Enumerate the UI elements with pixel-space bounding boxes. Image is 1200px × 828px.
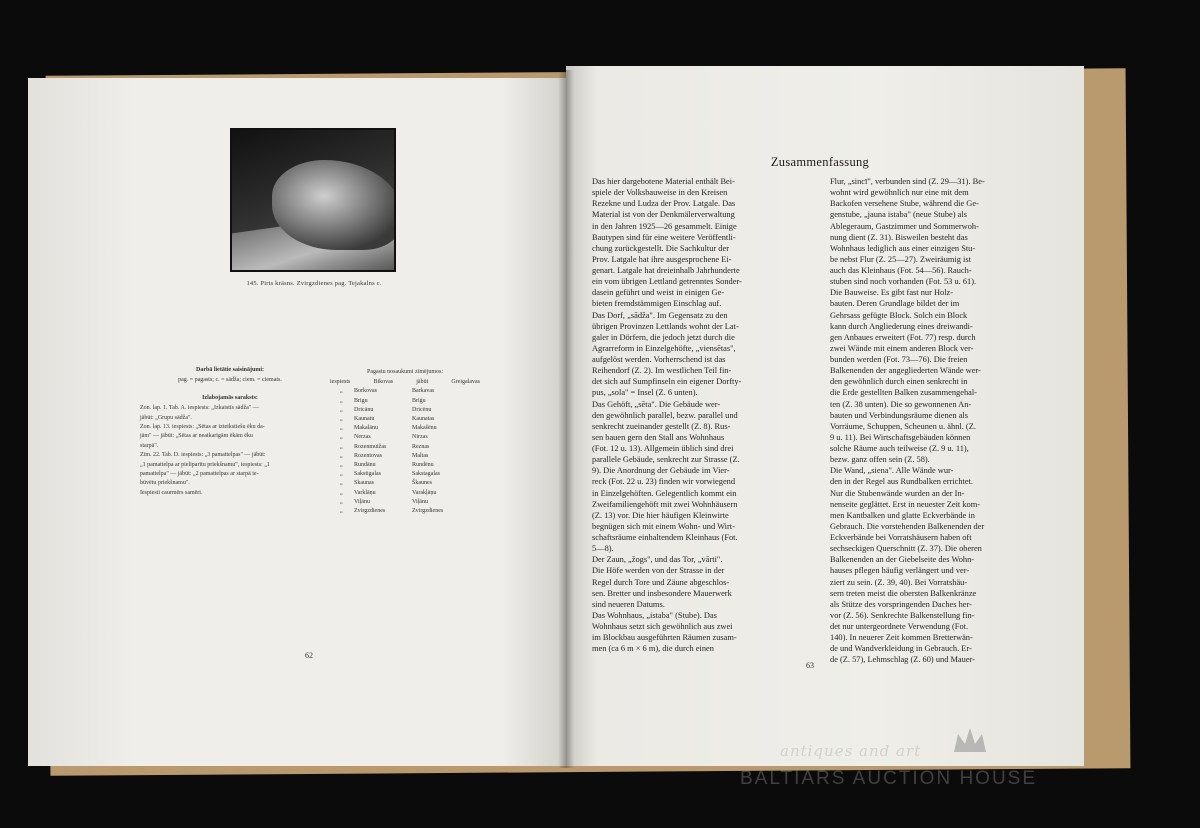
place-name-row	[330, 507, 480, 516]
text-line: parallele Gebäude, senkrecht zur Strasse (Z.	[592, 455, 740, 465]
correct-name: Viļānu	[412, 498, 428, 505]
ditto-mark: „	[340, 443, 343, 450]
text-line: Agrarreform in Einzelgehöfte, „viensētas",	[592, 343, 736, 353]
text-line: Das Dorf, „sādža". Im Gegensatz zu den	[592, 310, 728, 320]
text-line: im Blockbau ausgeführten Räumen zusam-	[592, 633, 737, 643]
ditto-mark: „	[340, 452, 343, 459]
text-line: Der Zaun, „žogs", und das Tor, „vārti".	[592, 555, 723, 565]
text-line: bauten und Verbindungsräume dienen als	[830, 410, 968, 420]
text-line: in Einzelgehöften. Gelegentlich kommt ein	[592, 488, 737, 498]
crown-icon	[952, 726, 988, 756]
text-line: vor (Z. 56). Senkrechte Balkenstellung fin-	[830, 610, 975, 620]
photo-caption: 145. Pirts krāsns. Zvirgzdienes pag. Tejakalns c.	[246, 280, 382, 287]
text-line: det nur untergeordnete Verwendung (Fot.	[830, 622, 969, 631]
text-line: (Fot. 12 u. 13). Allgemein üblich sind drei	[592, 444, 734, 453]
col-a: iespiests	[330, 379, 351, 386]
printed-name: Viļānu	[354, 498, 370, 505]
book-gutter	[558, 70, 574, 768]
text-line: Backofen versehene Stube, während die Ge-	[830, 199, 979, 209]
printed-name: Rozenmuižas	[354, 443, 387, 450]
col-b: Bikovas	[373, 379, 394, 386]
text-line: ten (Z. 38 unten). Die so gewonnenen An-	[830, 399, 972, 409]
text-line: stuben sind noch vorhanden (Fot. 53 u. 61).	[830, 277, 977, 287]
text-line: Material ist von der Denkmälerverwaltung	[592, 210, 735, 220]
errata-line: jābūt: „Grupu sādža".	[140, 414, 192, 421]
page-number-left: 62	[305, 651, 313, 660]
page-number-right: 63	[806, 661, 814, 670]
text-line: Bautypen sind für eine weitere Veröffentli-	[592, 232, 736, 242]
text-line: ziert zu sein. (Z. 39, 40). Bei Vorratshäu-	[830, 577, 968, 587]
correct-name: Nirzas	[412, 434, 428, 441]
text-line: kann durch Angliederung eines dreiwandi-	[830, 321, 973, 331]
correct-name: Makašēnu	[412, 425, 437, 432]
text-line: Regel durch Tore und Zäune abgeschlos-	[592, 577, 730, 587]
text-line: den gewöhnlich parallel, bezw. parallel und	[592, 410, 738, 420]
printed-name: Dricānu	[354, 406, 374, 413]
text-line: als Stütze des vorspringenden Daches her-	[830, 599, 972, 609]
place-name-row	[330, 498, 480, 507]
text-line: Eckverbände bei Vorratshäusern haben oft	[830, 533, 972, 542]
watermark-line2: BALTIARS AUCTION HOUSE	[740, 768, 1038, 789]
correct-name: Sakstagalas	[412, 471, 440, 478]
text-line: nung dient (Z. 31). Bisweilen besteht das	[830, 232, 968, 242]
correct-name: Dricēnu	[412, 406, 432, 413]
printed-name: Borkovas	[354, 388, 377, 395]
text-line: be nebst Flur (Z. 25—27). Zweiräumig ist	[830, 254, 971, 264]
place-names-title: Pagastu nosaukumi zīmējumos:	[367, 369, 443, 375]
text-line: dasein geführt und weist in einigen Ge-	[592, 288, 725, 298]
text-line: auch das Kleinhaus (Fot. 54—56). Rauch-	[830, 266, 972, 275]
text-line: reck (Fot. 22 u. 23) finden wir vorwiegend	[592, 477, 736, 487]
errata-line: būvētu priekšnamu".	[140, 480, 190, 487]
ditto-mark: „	[340, 480, 343, 487]
watermark-line1: antiques and art	[780, 742, 922, 760]
errata-line: Iespiesti caurmērs samēri.	[140, 489, 203, 496]
errata-line: „1 pamattelpa ar pieliparītu priekšnamu", iespiests: „1	[140, 461, 270, 468]
ditto-mark: „	[340, 425, 343, 432]
text-line: Die Bauweise. Es gibt fast nur Holz-	[830, 288, 954, 298]
text-line: bieten fremdstämmigen Einschlag auf.	[592, 299, 722, 309]
text-line: Die Höfe werden von der Strasse in der	[592, 566, 725, 576]
text-line: genart. Latgale hat dreieinhalb Jahrhunderte	[592, 266, 740, 275]
text-line: bunden werden (Fot. 73—76). Die freien	[830, 355, 968, 364]
abbreviations-line: pag. = pagasts; c. = sādža; ciem. = ciemats.	[178, 377, 282, 384]
text-line: aufgelöst werden. Vorherrschend ist das	[592, 355, 726, 364]
text-column-right	[830, 176, 1016, 666]
text-line: sern treten meist die obersten Balkenkränze	[830, 588, 977, 598]
text-line: senkrecht zueinander gestellt (Z. 8). Rus-	[592, 421, 731, 431]
text-line: solche Räume auch teilweise (Z. 9 u. 11),	[830, 444, 969, 453]
text-line: det sich auf Sumpfinseln ein eigener Dorfty-	[592, 377, 742, 387]
errata-line: jām" — jābūt: „Sētas ar neatkarīgām ēkām ēku	[140, 433, 253, 440]
place-names-block	[330, 368, 480, 516]
ditto-mark: „	[340, 406, 343, 413]
errata-title: Izlabojamās saraksts:	[202, 394, 258, 401]
col-d: Greigalavas	[451, 379, 480, 386]
text-line: den in der Regel aus Rundbalken errichtet.	[830, 477, 974, 487]
text-line: Flur, „sincī", verbunden sind (Z. 29—31). Be-	[830, 177, 985, 186]
text-line: sechseckigen Querschnitt (Z. 37). Die oberen	[830, 544, 982, 554]
place-name-row	[330, 452, 480, 461]
text-line: bauten. Deren Grundlage bildet der im	[830, 299, 960, 309]
correct-name: Barkavas	[412, 388, 435, 395]
printed-name: Kaunatu	[354, 416, 375, 423]
text-line: Reihendorf (Z. 2). Im westlichen Teil fin-	[592, 366, 732, 376]
text-line: Gehrsass gefügte Block. Solch ein Block	[830, 310, 968, 320]
col-c: jābūt	[416, 379, 429, 386]
text-line: de und Wandverkleidung in Gebrauch. Er-	[830, 644, 972, 654]
text-line: 9 u. 11). Bei Wirtschaftsgebäuden können	[830, 432, 971, 442]
abbreviations-block	[130, 366, 330, 498]
place-name-row	[330, 489, 480, 498]
printed-name: Skaunas	[354, 480, 374, 487]
text-line: genstube, „jauna istaba" (neue Stube) als	[830, 210, 967, 220]
errata-line: Zīm. 22. Tab. D. iespiests: „3 pamattelpas" — jābūt:	[140, 452, 266, 459]
ditto-mark: „	[340, 508, 343, 515]
text-line: 5—8).	[592, 544, 614, 554]
correct-name: Škaunes	[412, 480, 432, 487]
text-line: sen bauen gern den Stall ans Wohnhaus	[592, 432, 725, 442]
oven-photo	[230, 128, 396, 272]
place-name-row	[330, 406, 480, 415]
text-line: begnügen sich mit einem Wohn- und Wirt-	[592, 521, 735, 531]
printed-name: Varklāņu	[354, 489, 376, 496]
place-name-row	[330, 433, 480, 442]
printed-name: Rundānu	[354, 462, 376, 469]
abbreviations-title: Darbā lietātie saisinājumi:	[196, 367, 264, 373]
text-line: chung zurückgestellt. Die Sachkultur der	[592, 243, 729, 253]
ditto-mark: „	[340, 416, 343, 423]
text-line: spiele der Volksbauweise in den Kreisen	[592, 188, 728, 198]
text-line: Nur die Stubenwände wurden an der In-	[830, 488, 965, 498]
text-line: wohnt wird gewöhnlich nur eine mit dem	[830, 188, 969, 198]
text-line: übrigen Provinzen Lettlands wohnt der Lat-	[592, 321, 739, 331]
correct-name: Maltas	[412, 452, 429, 459]
errata-line: starpā".	[140, 442, 159, 449]
text-line: zwei Wände mit einem anderen Block ver-	[830, 343, 974, 353]
text-line: Die Wand, „siena". Alle Wände wur-	[830, 466, 954, 476]
place-name-row	[330, 415, 480, 424]
correct-name: Zvirgzdienes	[412, 508, 444, 515]
text-line: gen Anbaues erweitert (Fot. 77) resp. durch	[830, 332, 976, 342]
text-line: men (ca 6 m × 6 m), die durch einen	[592, 644, 714, 654]
text-line: Rezekne und Ludza der Prov. Latgale. Das	[592, 199, 736, 209]
correct-name: Reznas	[412, 443, 430, 450]
text-line: 140). In neuerer Zeit kommen Bretterwän-	[830, 633, 973, 643]
text-line: sind neueren Datums.	[592, 599, 665, 609]
correct-name: Varakļāņu	[412, 489, 437, 496]
errata-line: pamattelpa" — jābūt: „2 pamattelpas ar starpā ie-	[140, 471, 259, 478]
ditto-mark: „	[340, 471, 343, 478]
text-line: hauses pflegen häufig verlängert und ver-	[830, 566, 970, 576]
text-line: Gebrauch. Die vorstehenden Balkenenden der	[830, 521, 985, 531]
correct-name: Briģu	[412, 397, 426, 404]
printed-name: Sakstigalas	[354, 471, 381, 478]
ditto-mark: „	[340, 462, 343, 469]
place-name-row	[330, 479, 480, 488]
place-name-row	[330, 387, 480, 396]
text-line: Wohnhaus setzt sich gewöhnlich aus zwei	[592, 622, 733, 631]
text-line: pus, „sola" = Insel (Z. 6 unten).	[592, 388, 698, 398]
ditto-mark: „	[340, 388, 343, 395]
text-line: Zweifamiliengehöft mit zwei Wohnhäusern	[592, 499, 738, 509]
ditto-mark: „	[340, 434, 343, 441]
text-line: Prov. Latgale hat ihre ausgesprochene Ei-	[592, 254, 732, 264]
text-line: nenseite geglättet. Erst in neuester Zeit kom-	[830, 499, 981, 509]
printed-name: Zvirgzdienes	[354, 508, 386, 515]
printed-name: Makalānu	[354, 425, 378, 432]
place-names-rows	[330, 387, 480, 516]
text-line: (Z. 13) vor. Die hier häufigen Kleinwirte	[592, 510, 729, 520]
text-line: men Kantbalken und glatte Eckverbände in	[830, 510, 975, 520]
page-title: Zusammenfassung	[770, 155, 870, 169]
place-name-row	[330, 397, 480, 406]
watermark	[740, 740, 1120, 800]
correct-name: Kaunatas	[412, 416, 435, 423]
printed-name: Nerzas	[354, 434, 371, 441]
text-line: Wohnhaus lediglich aus einer einzigen Stu-	[830, 243, 976, 253]
place-names-header	[330, 378, 480, 387]
printed-name: Rozentovas	[354, 452, 382, 459]
place-name-row	[330, 470, 480, 479]
ditto-mark: „	[340, 489, 343, 496]
text-line: den gewöhnlich durch einen senkrecht in	[830, 377, 968, 387]
errata-line: Zon. lap. 1. Tab. A. iespiests: „Izkaistīs sādža" —	[140, 405, 259, 412]
text-line: bezw. ganz offen sein (Z. 58).	[830, 455, 930, 465]
correct-name: Rundēnu	[412, 462, 434, 469]
text-line: Das Gehöft, „sēta". Die Gebäude wer-	[592, 399, 721, 409]
text-line: Balkenenden der angegliederten Wände wer-	[830, 366, 981, 376]
text-line: Das Wohnhaus, „istaba" (Stube). Das	[592, 610, 717, 620]
text-line: 9). Die Anordnung der Gebäude im Vier-	[592, 466, 730, 476]
text-line: in den Jahren 1925—26 gesammelt. Einige	[592, 221, 737, 231]
ditto-mark: „	[340, 397, 343, 404]
text-line: sen. Bretter und insbesondere Mauerwerk	[592, 588, 732, 598]
text-line: die Erde gestellten Balken zusammengehal-	[830, 388, 977, 398]
text-line: de (Z. 57), Lehmschlag (Z. 60) und Mauer-	[830, 655, 975, 665]
text-column-left	[592, 176, 778, 654]
text-line: ein vom übrigen Lettland getrenntes Sonder-	[592, 277, 742, 287]
place-name-row	[330, 461, 480, 470]
ditto-mark: „	[340, 498, 343, 505]
text-line: Vorräume, Schuppen, Scheunen u. ähnl. (Z.	[830, 421, 976, 431]
text-line: Balkenenden an der Giebelseite des Wohn-	[830, 555, 975, 565]
place-name-row	[330, 443, 480, 452]
text-line: galer in Dörfern, die jedoch jetzt durch die	[592, 332, 735, 342]
text-line: Das hier dargebotene Material enthält Bei-	[592, 177, 735, 186]
text-line: Ablegeraum, Gastzimmer und Sommerwoh-	[830, 221, 979, 231]
text-line: schaftsräume einhaltendem Kleinhaus (Fot.	[592, 533, 738, 542]
printed-name: Brigu	[354, 397, 368, 404]
errata-line: Zon. lap. 13. iespiests: „Sētas ar izteikstiešu ēku da-	[140, 424, 265, 431]
place-name-row	[330, 424, 480, 433]
